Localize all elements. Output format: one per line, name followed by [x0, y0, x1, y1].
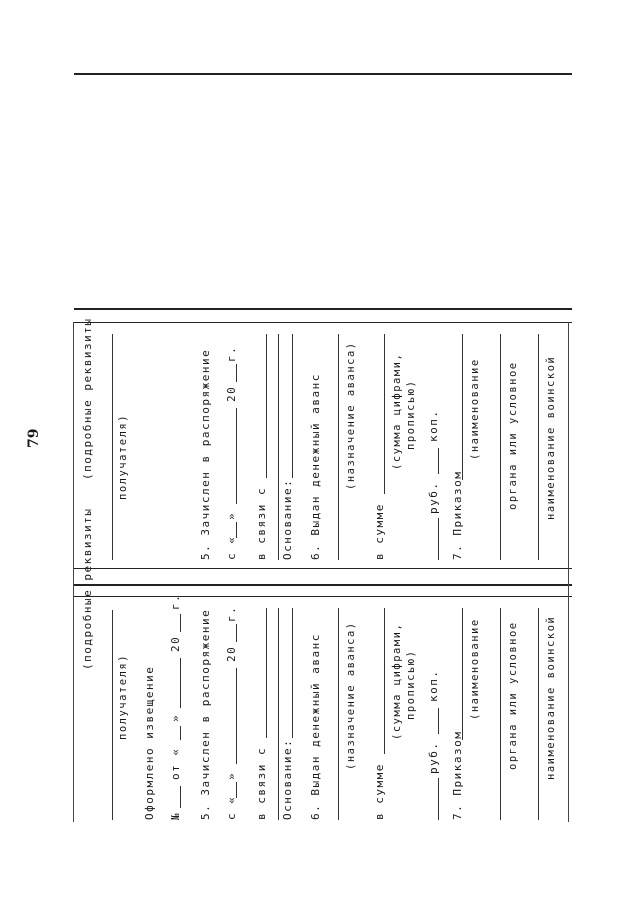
credited-day-field	[236, 782, 237, 798]
advance-purpose-caption-r: (назначение аванса)	[345, 341, 357, 490]
rub-field-r	[438, 518, 439, 560]
section-7-order-r: 7. Приказом	[451, 470, 464, 560]
section-7-order: 7. Приказом	[451, 730, 464, 820]
connection-line-2	[278, 608, 279, 820]
credited-year-field	[236, 624, 237, 642]
year-prefix-2: 20	[225, 645, 238, 662]
credited-year-field-r	[236, 364, 237, 382]
body-caption: органа или условное	[507, 621, 519, 770]
name-caption: (наименование	[469, 618, 481, 720]
sum-caption-2: прописью)	[405, 649, 417, 720]
advance-line	[338, 608, 339, 820]
year-prefix: 20	[169, 635, 182, 652]
from-date: с «	[225, 795, 238, 820]
kop: коп.	[427, 669, 440, 702]
section-6-advance-r: 6. Выдан денежный аванс	[309, 373, 322, 560]
sum-field-r	[384, 334, 385, 494]
connection-field-r	[266, 334, 267, 478]
kop-field	[438, 708, 439, 734]
from-label: от «	[169, 747, 182, 780]
line-requisites-r	[112, 334, 113, 560]
connection-line-2-r	[278, 334, 279, 560]
connection-field	[266, 608, 267, 738]
quote-close: »	[169, 713, 182, 722]
credited-day-field-r	[236, 522, 237, 538]
unit-caption-r: наименование воинской	[545, 355, 557, 520]
sum-caption-2-r: прописью)	[405, 379, 417, 450]
basis-r: Основание:	[281, 478, 294, 560]
credited-month-field	[236, 668, 237, 764]
quote-close-r: »	[225, 511, 238, 520]
section-6-advance: 6. Выдан денежный аванс	[309, 633, 322, 820]
sum-caption-1-r: (сумма цифрами,	[391, 352, 403, 470]
order-line-3	[538, 608, 539, 820]
rub-r: руб.	[427, 481, 440, 514]
unit-caption: наименование воинской	[545, 615, 557, 780]
month-field	[180, 658, 181, 708]
rub-field	[438, 778, 439, 820]
section-5-credited-r: 5. Зачислен в распоряжение	[199, 348, 212, 560]
advance-line-r	[338, 334, 339, 560]
from-date-r: с «	[225, 535, 238, 560]
in-sum-r: в сумме	[373, 503, 386, 560]
year-suffix-2: г.	[225, 605, 238, 622]
order-line-2	[500, 608, 501, 820]
recipient-caption-r: получателя)	[117, 413, 129, 500]
basis-field	[292, 608, 293, 738]
page-number: 79	[26, 428, 42, 448]
basis: Основание:	[281, 738, 294, 820]
name-caption-r: (наименование	[469, 358, 481, 460]
in-connection-r: в связи с	[255, 486, 268, 560]
day-field	[180, 726, 181, 740]
order-line-2-r	[500, 334, 501, 560]
credited-month-field-r	[236, 408, 237, 504]
section-5-credited: 5. Зачислен в распоряжение	[199, 608, 212, 820]
year-prefix-r: 20	[225, 385, 238, 402]
order-line-3-r	[538, 334, 539, 560]
line-requisites	[112, 610, 113, 820]
order-field	[462, 608, 463, 740]
in-sum: в сумме	[373, 763, 386, 820]
number-field	[180, 786, 181, 808]
header-requisites: (подробные реквизиты	[81, 507, 94, 670]
header-requisites-r: (подробные реквизиты	[81, 317, 94, 480]
no-mark: №	[169, 811, 182, 820]
kop-r: коп.	[427, 409, 440, 442]
advance-purpose-caption: (назначение аванса)	[345, 621, 357, 770]
kop-field-r	[438, 448, 439, 474]
rub: руб.	[427, 741, 440, 774]
sum-caption-1: (сумма цифрами,	[391, 622, 403, 740]
year-suffix-r: г.	[225, 345, 238, 362]
basis-field-r	[292, 334, 293, 478]
year-field	[180, 614, 181, 632]
body-caption-r: органа или условное	[507, 361, 519, 510]
year-suffix: г.	[169, 593, 182, 610]
order-field-r	[462, 334, 463, 480]
left-margin-rule	[73, 322, 74, 822]
quote-close-2: »	[225, 771, 238, 780]
sum-field	[384, 608, 385, 754]
in-connection: в связи с	[255, 746, 268, 820]
recipient-caption: получателя)	[117, 653, 129, 740]
notice-issued: Оформлено извещение	[143, 665, 156, 820]
